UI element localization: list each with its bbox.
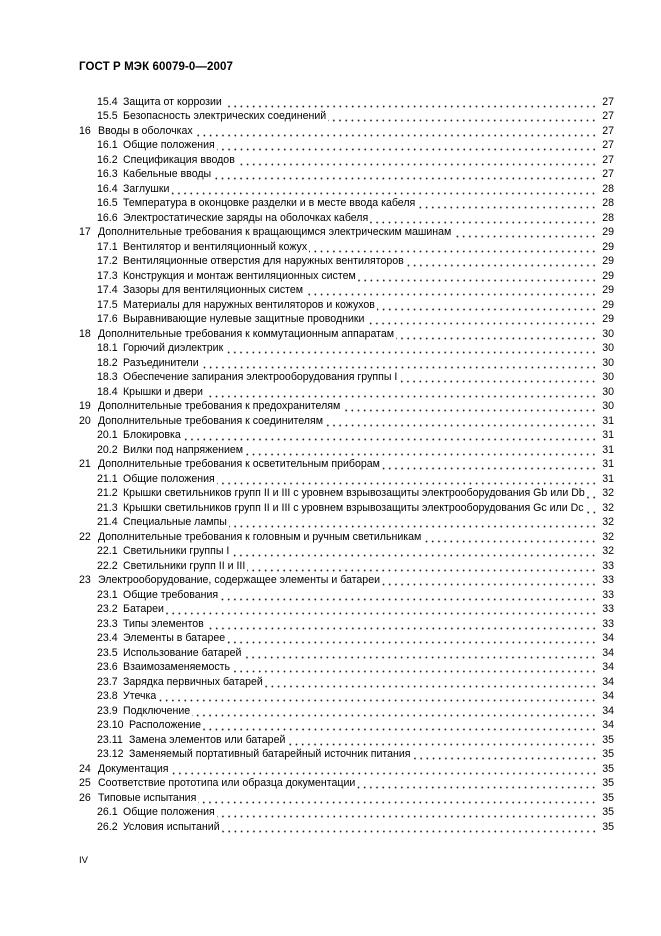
- toc-entry-page: 28: [602, 182, 614, 195]
- toc-entry-number: 23.8: [97, 690, 118, 702]
- toc-entry-title: Разъединители: [123, 356, 199, 369]
- dot-leader: [287, 734, 597, 746]
- toc-entry-title: Дополнительные требования к предохранителям: [98, 400, 341, 412]
- dot-leader: [417, 197, 597, 209]
- dot-leader: [370, 212, 597, 224]
- toc-entry-page: 33: [602, 603, 614, 615]
- toc-entry-title: Вводы в оболочках: [98, 124, 193, 137]
- toc-entry-page: 35: [602, 791, 614, 804]
- toc-entry-number: 26.2: [97, 820, 118, 833]
- dot-leader: [217, 139, 597, 151]
- toc-entry-page: 34: [602, 632, 614, 644]
- toc-entry-title: Батареи: [123, 603, 164, 615]
- dot-leader: [229, 516, 597, 528]
- toc-entry-page: 32: [602, 530, 614, 543]
- dot-leader: [396, 328, 597, 340]
- toc-entry: [79, 238, 614, 253]
- toc-entry-title: Дополнительные требования к головным и ручным светильникам: [98, 530, 422, 543]
- toc-entry: [79, 775, 614, 790]
- toc-entry-title: Утечка: [123, 690, 157, 702]
- toc-entry-number: 20.2: [97, 443, 118, 456]
- dot-leader: [195, 125, 597, 137]
- toc-entry-number: 16.3: [97, 168, 118, 180]
- toc-entry-title: Защита от коррозии: [123, 95, 222, 108]
- toc-entry-page: 27: [602, 168, 614, 180]
- toc-entry-page: 28: [602, 211, 614, 224]
- dot-leader: [453, 226, 597, 238]
- dot-leader: [232, 661, 597, 673]
- toc-entry-title: Вентиляционные отверстия для наружных вентиляторов: [123, 255, 404, 267]
- toc-entry-number: 20: [79, 414, 91, 427]
- toc-entry: [79, 528, 614, 543]
- dot-leader: [423, 531, 597, 543]
- toc-entry-title: Дополнительные требования к вращающимся электрическим машинам: [98, 226, 452, 238]
- dot-leader: [587, 487, 597, 499]
- dot-leader: [382, 574, 597, 586]
- toc-entry-number: 23.11: [97, 733, 123, 746]
- toc-entry-title: Крышки светильников групп II и III с уровнем взрывозащиты электрооборудования Gb или Db: [123, 487, 585, 499]
- dot-leader: [357, 777, 597, 789]
- toc-entry: [79, 93, 614, 108]
- toc-entry-number: 21.4: [97, 516, 118, 528]
- toc-entry: [79, 659, 614, 674]
- toc-entry-title: Крышки светильников групп II и III с уровнем взрывозащиты электрооборудования Gc или Dc: [123, 501, 584, 514]
- toc-entry-number: 17.3: [97, 269, 118, 282]
- toc-entry-number: 16.2: [97, 153, 118, 166]
- toc-entry-number: 16.6: [97, 211, 118, 224]
- toc-entry: [79, 325, 614, 340]
- toc-entry-title: Вилки под напряжением: [123, 443, 244, 456]
- toc-entry: [79, 702, 614, 717]
- toc-entry-page: 30: [602, 342, 614, 354]
- toc-entry-number: 17.1: [97, 240, 118, 253]
- toc-entry-page: 29: [602, 298, 614, 311]
- toc-entry: [79, 731, 614, 746]
- toc-entry-title: Светильники групп II и III: [123, 559, 246, 572]
- toc-entry-title: Блокировка: [123, 429, 181, 441]
- toc-entry-number: 23.10: [97, 719, 124, 731]
- toc-entry-number: 23.12: [97, 748, 124, 760]
- toc-entry-title: Соответствие прототипа или образца документации: [98, 777, 356, 789]
- toc-entry-title: Температура в оконцовке разделки и в месте ввода кабеля: [123, 197, 416, 209]
- toc-entry-page: 35: [602, 820, 614, 833]
- dot-leader: [166, 603, 597, 615]
- dot-leader: [198, 792, 597, 804]
- toc-entry: [79, 267, 614, 282]
- toc-entry-page: 35: [602, 733, 614, 746]
- toc-entry-page: 30: [602, 327, 614, 340]
- toc-entry-number: 25: [79, 777, 91, 789]
- toc-entry-number: 17.2: [97, 255, 118, 267]
- document-header: ГОСТ Р МЭК 60079-0—2007: [79, 61, 233, 73]
- dot-leader: [217, 473, 597, 485]
- toc-entry-number: 18.3: [97, 371, 118, 383]
- toc-entry-title: Заглушки: [123, 182, 170, 195]
- toc-entry-page: 31: [602, 443, 614, 456]
- toc-entry: [79, 746, 614, 761]
- toc-entry: [79, 137, 614, 152]
- toc-entry-page: 33: [602, 559, 614, 572]
- toc-entry-title: Элементы в батарее: [123, 632, 226, 644]
- toc-entry-page: 33: [602, 588, 614, 601]
- toc-entry: [79, 209, 614, 224]
- toc-entry-number: 18.1: [97, 342, 118, 354]
- toc-entry-page: 35: [602, 806, 614, 818]
- toc-entry-number: 21.1: [97, 472, 118, 485]
- toc-entry-title: Электростатические заряды на оболочках кабеля: [123, 211, 369, 224]
- toc-entry-number: 24: [79, 762, 91, 775]
- dot-leader: [231, 545, 597, 557]
- toc-entry: [79, 514, 614, 529]
- toc-entry: [79, 760, 614, 775]
- toc-entry-number: 18: [79, 327, 91, 340]
- toc-entry: [79, 340, 614, 355]
- toc-entry-number: 22.2: [97, 559, 118, 572]
- toc-entry: [79, 485, 614, 500]
- dot-leader: [205, 386, 597, 398]
- dot-leader: [220, 589, 597, 601]
- toc-entry-page: 30: [602, 371, 614, 383]
- toc-entry-page: 27: [602, 153, 614, 166]
- dot-leader: [201, 357, 597, 369]
- dot-leader: [265, 676, 597, 688]
- dot-leader: [192, 705, 597, 717]
- toc-entry-number: 15.5: [97, 110, 118, 122]
- toc-entry: [79, 412, 614, 427]
- dot-leader: [213, 168, 597, 180]
- toc-entry: [79, 456, 614, 471]
- toc-entry-page: 34: [602, 704, 614, 717]
- toc-entry: [79, 601, 614, 616]
- toc-entry-page: 35: [602, 748, 614, 760]
- toc-entry: [79, 818, 614, 833]
- toc-entry-page: 29: [602, 284, 614, 296]
- toc-entry-number: 18.4: [97, 385, 118, 398]
- toc-entry: [79, 180, 614, 195]
- toc-entry: [79, 354, 614, 369]
- toc-entry-number: 23.1: [97, 588, 118, 601]
- toc-entry: [79, 108, 614, 123]
- toc-entry: [79, 122, 614, 137]
- toc-entry-title: Зазоры для вентиляционных систем: [123, 284, 304, 296]
- toc-entry: [79, 398, 614, 413]
- toc-entry-number: 23.2: [97, 603, 118, 615]
- dot-leader: [203, 719, 597, 731]
- toc-entry: [79, 441, 614, 456]
- toc-entry-number: 16.4: [97, 182, 118, 195]
- toc-entry-title: Дополнительные требования к осветительным приборам: [98, 458, 380, 470]
- toc-entry-title: Общие положения: [123, 806, 215, 818]
- dot-leader: [243, 647, 597, 659]
- toc-entry-title: Светильники группы I: [123, 545, 230, 557]
- toc-entry-number: 18.2: [97, 356, 118, 369]
- dot-leader: [183, 429, 597, 441]
- dot-leader: [309, 241, 597, 253]
- toc-entry-number: 22.1: [97, 545, 118, 557]
- toc-entry: [79, 383, 614, 398]
- dot-leader: [342, 400, 597, 412]
- toc-entry: [79, 572, 614, 587]
- toc-entry-page: 30: [602, 356, 614, 369]
- dot-leader: [171, 183, 597, 195]
- toc-entry-title: Выравнивающие нулевые защитные проводники: [123, 313, 365, 325]
- toc-entry-number: 16.5: [97, 197, 118, 209]
- toc-entry-page: 27: [602, 110, 614, 122]
- toc-entry-title: Горючий диэлектрик: [123, 342, 224, 354]
- toc-entry-page: 34: [602, 719, 614, 731]
- dot-leader: [328, 110, 597, 122]
- page-number: IV: [79, 855, 88, 866]
- toc-entry: [79, 789, 614, 804]
- toc-entry: [79, 195, 614, 210]
- dot-leader: [305, 284, 597, 296]
- toc-entry-page: 30: [602, 400, 614, 412]
- dot-leader: [377, 299, 597, 311]
- toc-entry: [79, 804, 614, 819]
- dot-leader: [158, 690, 597, 702]
- toc-entry-number: 21.2: [97, 487, 118, 499]
- toc-entry-title: Типовые испытания: [98, 791, 197, 804]
- toc-entry-page: 27: [602, 124, 614, 137]
- toc-entry-number: 23.3: [97, 617, 118, 630]
- toc-entry-number: 23.9: [97, 704, 118, 717]
- toc-entry-number: 23: [79, 574, 91, 586]
- toc-entry-number: 16: [79, 124, 91, 137]
- toc-entry-page: 34: [602, 646, 614, 659]
- toc-entry: [79, 557, 614, 572]
- toc-entry: [79, 470, 614, 485]
- toc-entry: [79, 311, 614, 326]
- toc-entry-title: Общие требования: [123, 588, 219, 601]
- toc-entry-title: Дополнительные требования к коммутационным аппаратам: [98, 327, 395, 340]
- dot-leader: [399, 371, 597, 383]
- toc-entry-page: 30: [602, 385, 614, 398]
- dot-leader: [206, 618, 597, 630]
- toc-entry: [79, 224, 614, 239]
- toc-entry: [79, 499, 614, 514]
- toc-entry: [79, 427, 614, 442]
- toc-entry: [79, 688, 614, 703]
- toc-entry-title: Типы элементов: [123, 617, 204, 630]
- toc-entry-title: Использование батарей: [123, 646, 242, 659]
- dot-leader: [358, 270, 597, 282]
- toc-entry-title: Специальные лампы: [123, 516, 227, 528]
- toc-entry-page: 35: [602, 777, 614, 789]
- toc-entry-page: 32: [602, 545, 614, 557]
- toc-entry: [79, 253, 614, 268]
- toc-entry-page: 32: [602, 487, 614, 499]
- toc-entry-number: 23.6: [97, 661, 118, 673]
- toc-entry: [79, 166, 614, 181]
- toc-entry-page: 32: [602, 516, 614, 528]
- dot-leader: [366, 313, 597, 325]
- toc-entry-title: Крышки и двери: [123, 385, 203, 398]
- dot-leader: [247, 560, 597, 572]
- toc-entry-number: 17: [79, 226, 91, 238]
- toc-entry: [79, 717, 614, 732]
- toc-entry: [79, 644, 614, 659]
- toc-entry-title: Зарядка первичных батарей: [123, 675, 263, 688]
- toc-entry-title: Спецификация вводов: [123, 153, 235, 166]
- toc-entry-title: Конструкция и монтаж вентиляционных систем: [123, 269, 356, 282]
- toc-entry-page: 34: [602, 661, 614, 673]
- toc-entry-page: 29: [602, 255, 614, 267]
- toc-entry-title: Условия испытаний: [123, 820, 220, 833]
- toc-entry-title: Вентилятор и вентиляционный кожух: [123, 240, 308, 253]
- dot-leader: [227, 632, 597, 644]
- toc-entry: [79, 615, 614, 630]
- toc-entry-page: 32: [602, 501, 614, 514]
- toc-entry-number: 23.5: [97, 646, 118, 659]
- toc-entry-page: 29: [602, 240, 614, 253]
- toc-entry-page: 31: [602, 414, 614, 427]
- toc-entry: [79, 630, 614, 645]
- toc-entry-title: Электрооборудование, содержащее элементы и батареи: [98, 574, 381, 586]
- toc-entry-number: 17.5: [97, 298, 118, 311]
- toc-entry-number: 26.1: [97, 806, 118, 818]
- toc-entry-number: 20.1: [97, 429, 118, 441]
- toc-entry-number: 19: [79, 400, 91, 412]
- toc-entry-page: 27: [602, 139, 614, 151]
- toc-entry-number: 23.7: [97, 675, 118, 688]
- dot-leader: [586, 502, 597, 514]
- toc-entry-title: Замена элементов или батарей: [129, 733, 286, 746]
- toc-entry: [79, 282, 614, 297]
- toc-entry-title: Кабельные вводы: [123, 168, 212, 180]
- toc-entry-page: 31: [602, 458, 614, 470]
- dot-leader: [225, 342, 597, 354]
- toc-entry-number: 26: [79, 791, 91, 804]
- toc-entry-page: 28: [602, 197, 614, 209]
- toc-entry-number: 21: [79, 458, 91, 470]
- toc-entry-number: 15.4: [97, 95, 118, 108]
- toc-entry: [79, 586, 614, 601]
- toc-entry-number: 17.6: [97, 313, 118, 325]
- toc-entry-title: Расположение: [129, 719, 202, 731]
- toc-entry-number: 23.4: [97, 632, 118, 644]
- toc-entry-number: 21.3: [97, 501, 118, 514]
- toc-entry: [79, 296, 614, 311]
- toc-entry-page: 31: [602, 472, 614, 485]
- toc-entry-number: 17.4: [97, 284, 118, 296]
- table-of-contents: [79, 93, 614, 833]
- toc-entry-number: 16.1: [97, 139, 118, 151]
- toc-entry: [79, 543, 614, 558]
- toc-entry: [79, 673, 614, 688]
- dot-leader: [237, 154, 597, 166]
- toc-entry-title: Общие положения: [123, 139, 215, 151]
- toc-entry-page: 34: [602, 675, 614, 688]
- toc-entry-page: 29: [602, 226, 614, 238]
- dot-leader: [222, 821, 597, 833]
- dot-leader: [245, 444, 597, 456]
- toc-entry-page: 35: [602, 762, 614, 775]
- dot-leader: [217, 806, 597, 818]
- toc-entry-title: Дополнительные требования к соединителям: [98, 414, 324, 427]
- toc-entry-title: Материалы для наружных вентиляторов и кожухов: [123, 298, 375, 311]
- toc-entry-page: 27: [602, 95, 614, 108]
- toc-entry-title: Взаимозаменяемость: [123, 661, 231, 673]
- toc-entry-title: Общие положения: [123, 472, 215, 485]
- dot-leader: [406, 255, 597, 267]
- toc-entry-page: 33: [602, 574, 614, 586]
- toc-entry-title: Безопасность электрических соединений: [123, 110, 327, 122]
- dot-leader: [325, 415, 597, 427]
- toc-entry-page: 33: [602, 617, 614, 630]
- toc-entry-title: Обеспечение запирания электрооборудования группы I: [123, 371, 398, 383]
- dot-leader: [413, 748, 598, 760]
- dot-leader: [382, 458, 597, 470]
- dot-leader: [171, 763, 598, 775]
- toc-entry-title: Заменяемый портативный батарейный источник питания: [129, 748, 411, 760]
- toc-entry-number: 22: [79, 530, 91, 543]
- dot-leader: [224, 96, 597, 108]
- toc-entry: [79, 369, 614, 384]
- toc-entry-page: 29: [602, 269, 614, 282]
- toc-entry-title: Подключение: [123, 704, 191, 717]
- toc-entry-title: Документация: [98, 762, 169, 775]
- toc-entry-page: 31: [602, 429, 614, 441]
- toc-entry-page: 34: [602, 690, 614, 702]
- toc-entry-page: 29: [602, 313, 614, 325]
- toc-entry: [79, 151, 614, 166]
